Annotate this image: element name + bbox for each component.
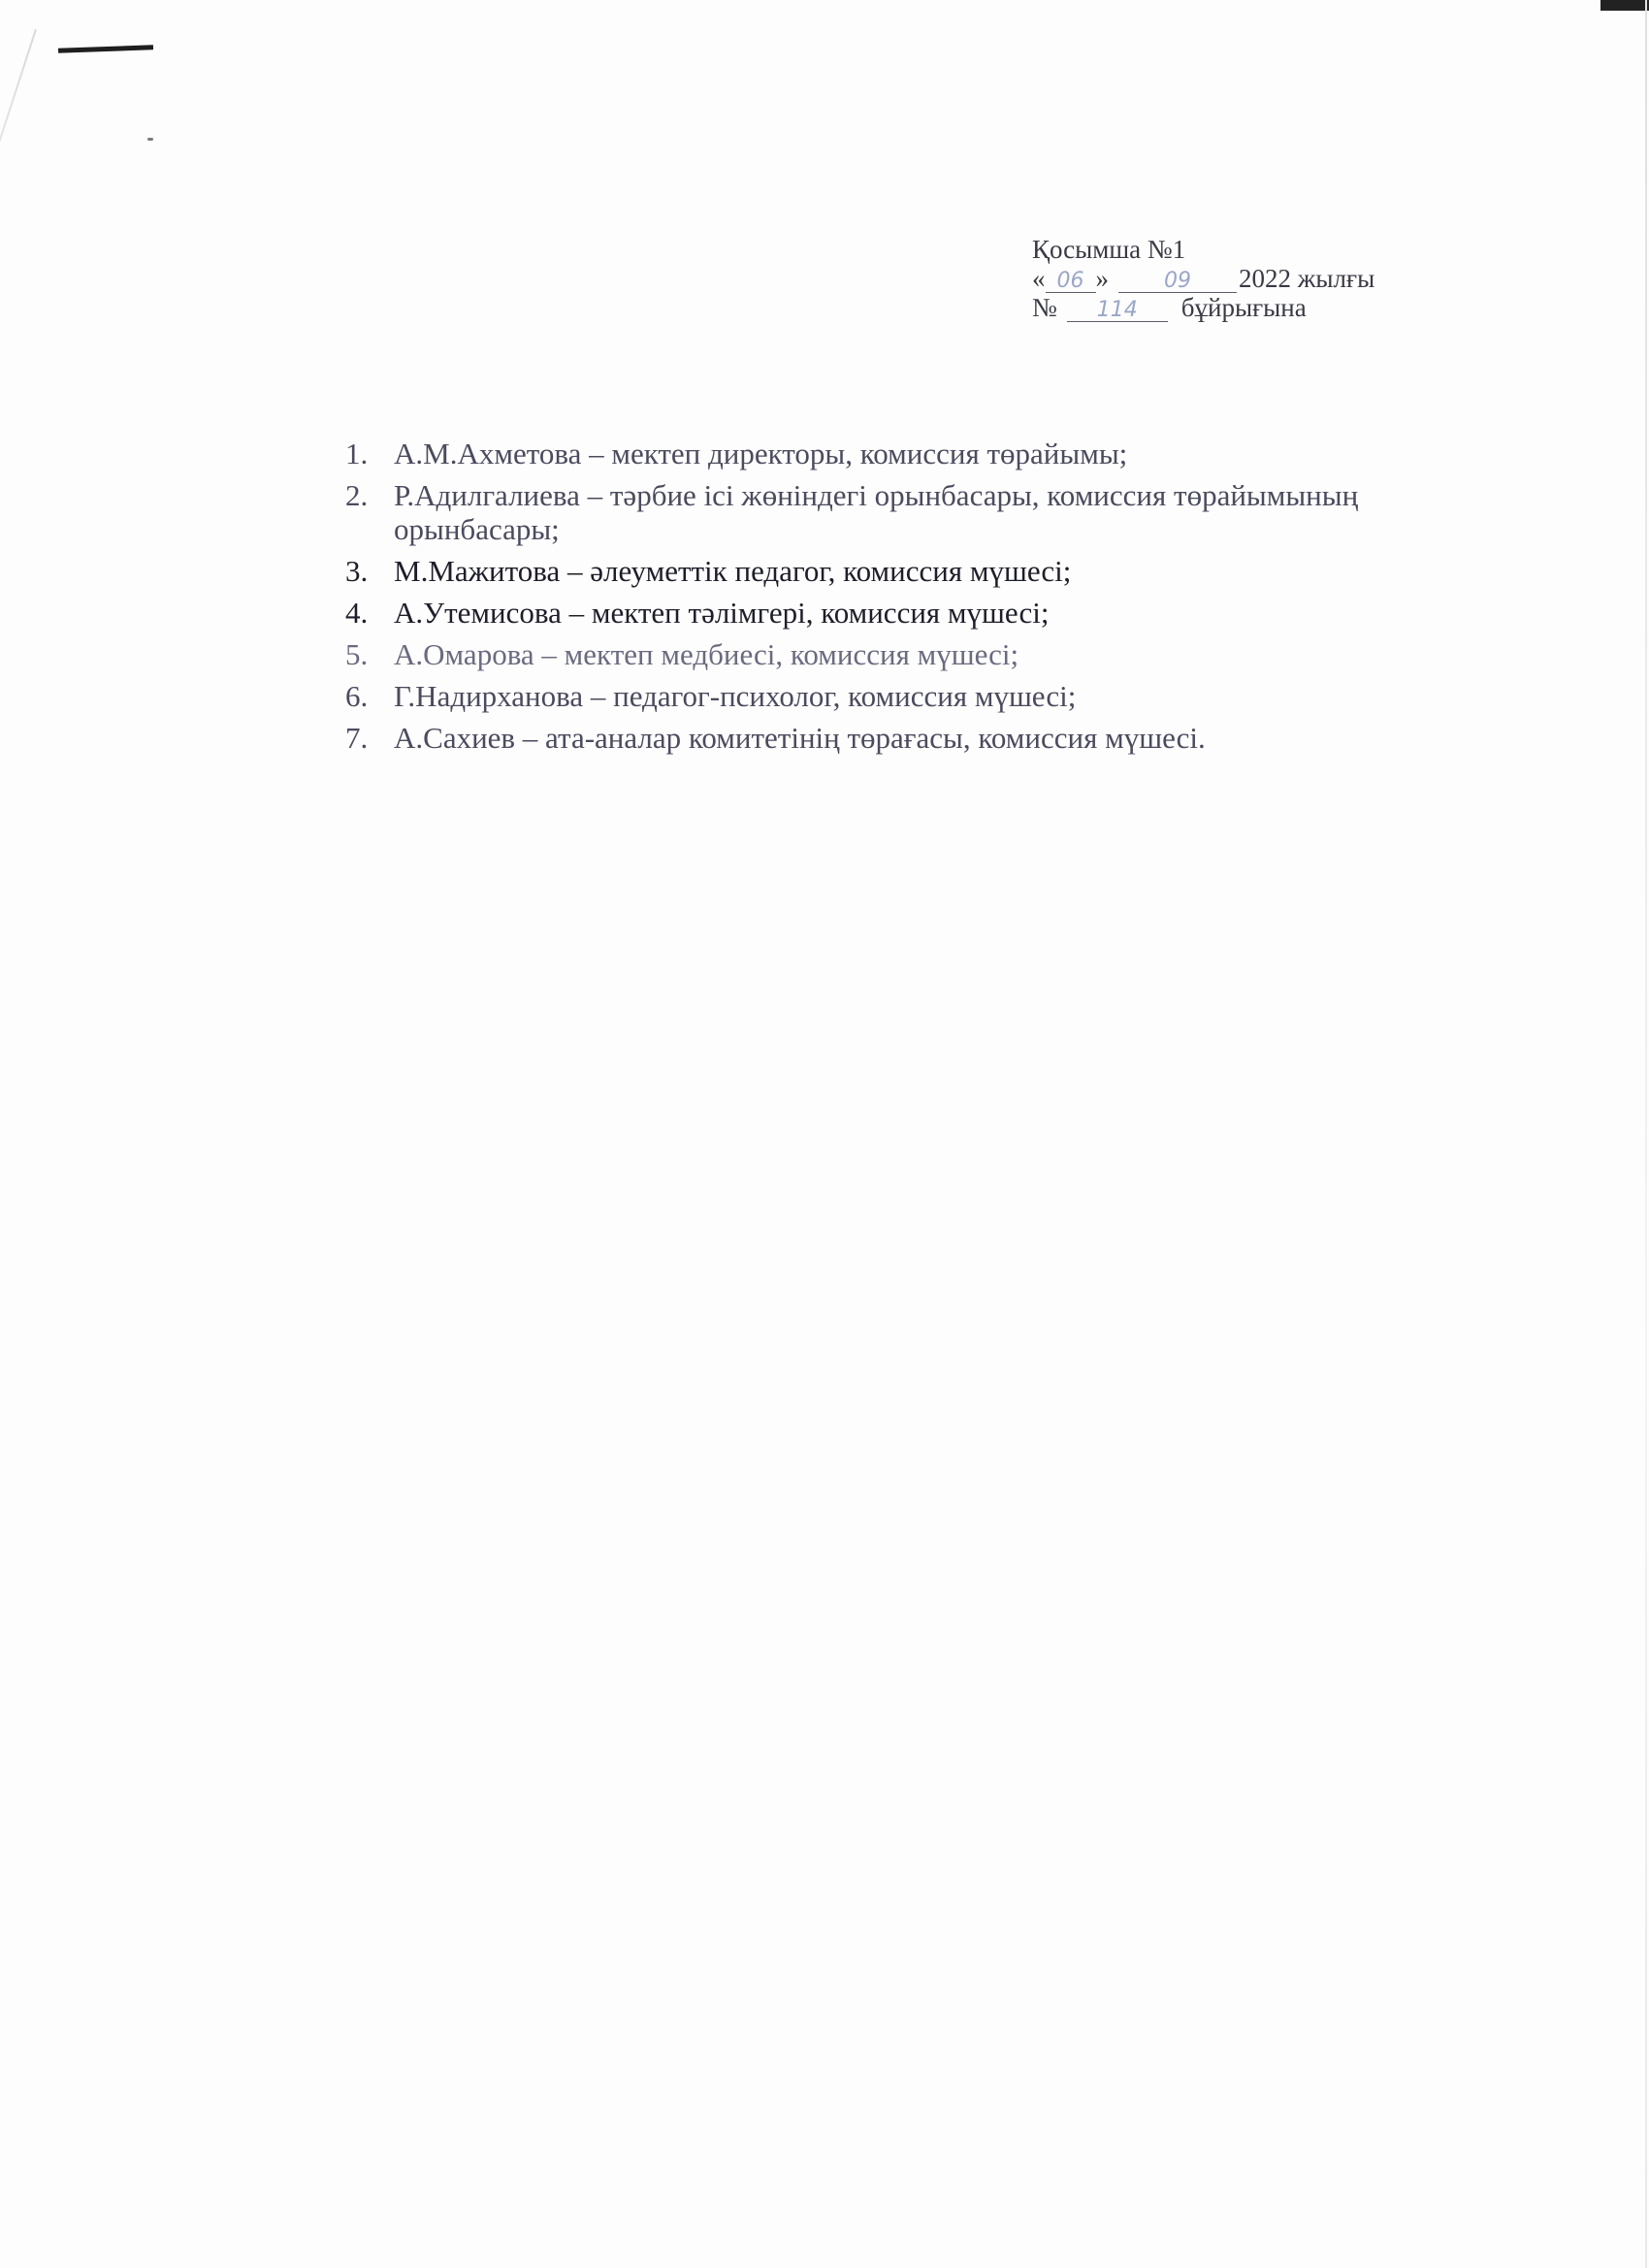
date-close-quote: » [1095,264,1109,293]
list-item-number: 1. [345,437,369,470]
scan-artifact-mark [58,45,153,52]
list-item [345,437,1412,470]
scan-artifact-line [0,29,37,343]
list-item-number: 3. [345,554,369,588]
order-number-handwritten: 114 [1067,300,1168,322]
order-suffix: бұйрығына [1180,293,1307,322]
scan-artifact-edge [1645,0,1647,2268]
appendix-date-line [1032,264,1374,293]
list-item [345,596,1412,630]
appendix-order-line [1032,293,1374,322]
list-item-text: А.М.Ахметова – мектеп директоры, комиссия төрайымы; [394,437,1128,470]
list-item-text: А.Омарова – мектеп медбиесі, комиссия мүшесі; [394,637,1019,671]
appendix-title: Қосымша №1 [1032,235,1186,264]
list-item-text: Р.Адилгалиева – тәрбие ісі жөніндегі орынбасары, комиссия төрайымының орынбасары; [394,478,1359,546]
list-item [345,679,1412,713]
date-year: 2022 жылғы [1239,264,1375,293]
date-month-handwritten: 09 [1118,271,1237,293]
list-item [345,637,1412,671]
list-item-text: А.Сахиев – ата-аналар комитетінің төрағасы, комиссия мүшесі. [394,721,1206,755]
scan-artifact-dot [147,138,153,141]
date-day-handwritten: 06 [1046,271,1096,293]
list-item-number: 2. [345,478,369,512]
order-number-prefix: № [1032,293,1057,322]
date-open-quote: « [1032,264,1046,293]
list-item-number: 4. [345,596,369,630]
list-item [345,721,1412,755]
list-item-number: 6. [345,679,369,713]
list-item [345,554,1412,588]
scan-artifact-corner [1600,0,1649,11]
list-item-number: 7. [345,721,369,755]
appendix-header [1032,235,1374,322]
list-item-text: М.Мажитова – әлеуметтік педагог, комиссия мүшесі; [394,554,1072,588]
list-item-number: 5. [345,637,369,671]
list-item-text: Г.Надирханова – педагог-психолог, комиссия мүшесі; [394,679,1077,713]
commission-member-list [345,437,1412,762]
list-item [345,478,1412,546]
list-item-text: А.Утемисова – мектеп тәлімгері, комиссия мүшесі; [394,596,1050,630]
